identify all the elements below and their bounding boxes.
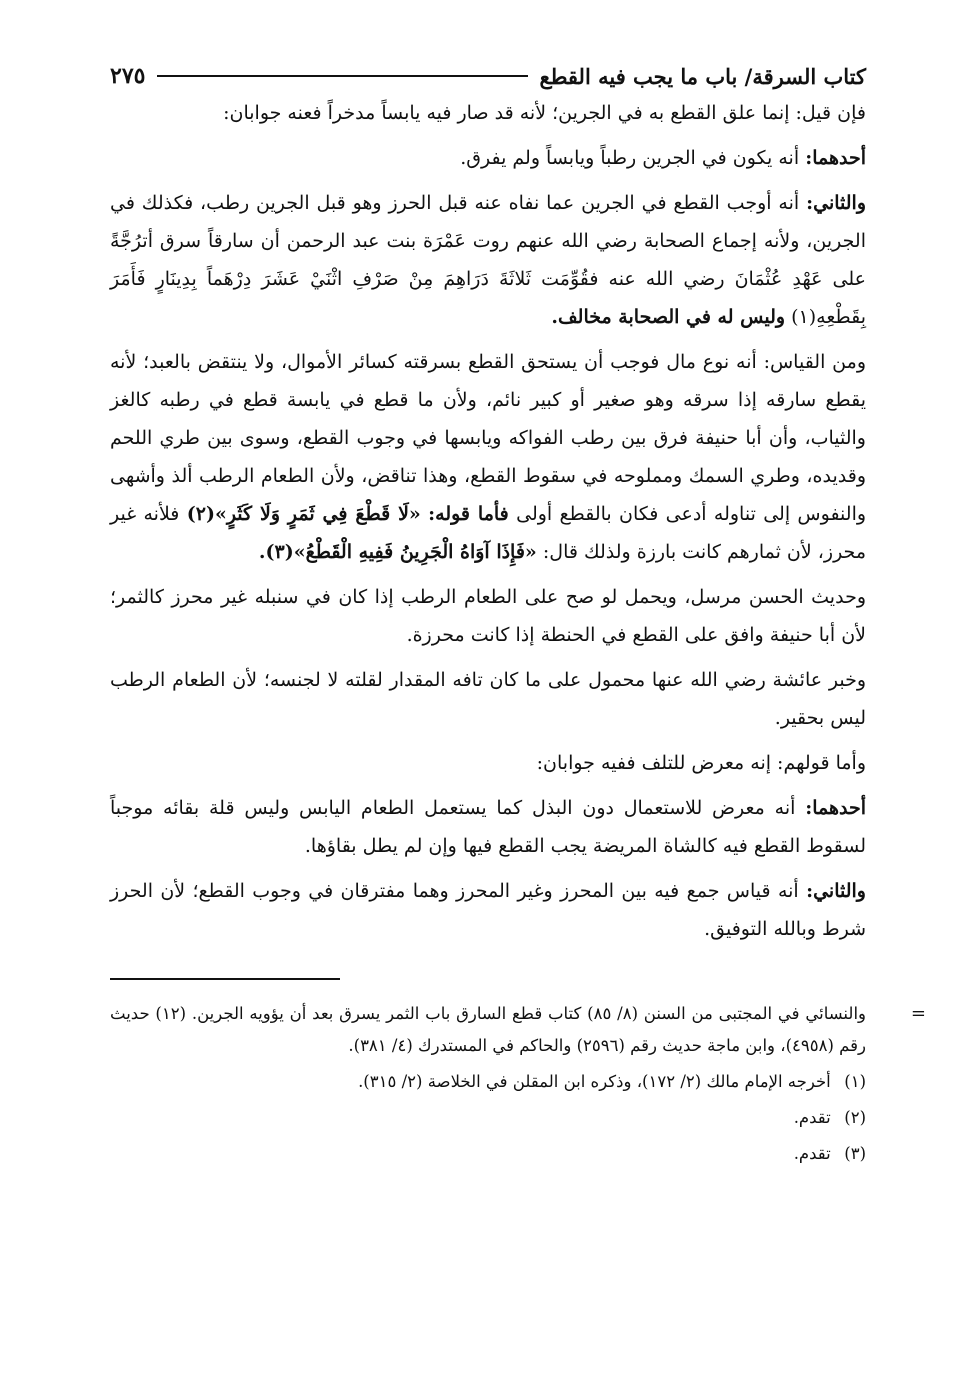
- footnote-number: (١): [844, 1072, 866, 1091]
- footnote-number: (٣): [844, 1144, 866, 1163]
- paragraph-text: أنه يكون في الجرين رطباً ويابساً ولم يفرق.: [460, 147, 800, 169]
- paragraph-first-reply: [110, 789, 866, 865]
- footnote-text: أخرجه الإمام مالك (٢/ ١٧٢)، وذكره ابن المقلن في الخلاصة (٢/ ٣١٥).: [358, 1072, 831, 1091]
- footnote-separator: [110, 978, 340, 980]
- paragraph-text: فلأنه غير محرز، لأن ثمارهم كانت بارزة ولذلك قال:: [110, 503, 866, 563]
- footnote-text: والنسائي في المجتبى من السنن (٨/ ٨٥) كتاب قطع السارق باب الثمر يسرق بعد أن يؤويه الجرين. (١٢) حديث رقم (٤٩٥٨)، وابن ماجة حديث رقم (٢٥٩٦) والحاكم في المستدرك (٤/ ٣٨١).: [110, 1004, 866, 1055]
- header-rule: [157, 75, 527, 77]
- paragraph-tail: وليس له في الصحابة مخالف.: [551, 306, 786, 328]
- paragraph-text: وحديث الحسن مرسل، ويحمل لو صح على الطعام الرطب إذا كان في سنبله غير محرز كالثمر؛ لأن أبا حنيفة وافق على القطع في الحنطة إذا كانت محرزة.: [110, 586, 866, 646]
- paragraph-first-answer: [110, 139, 866, 177]
- paragraph-analogy: [110, 343, 866, 571]
- footnote-text: تقدم.: [793, 1108, 831, 1127]
- footnote-number: (٢): [844, 1108, 866, 1127]
- paragraph-text: أنه قياس جمع فيه بين المحرز وغير المحرز وهما مفترقان في وجوب القطع؛ لأن الحرز شرط وبالله التوفيق.: [110, 880, 866, 940]
- paragraph-second-reply: [110, 872, 866, 948]
- footnote-text: تقدم.: [793, 1144, 831, 1163]
- page-number: ٢٧٥: [110, 63, 146, 89]
- paragraph-objection: [110, 94, 866, 132]
- paragraph-text: وأما قولهم: إنه معرض للتلف ففيه جوابان:: [536, 752, 866, 774]
- hadith-quote: «لَا قَطْعَ فِي ثَمَرٍ وَلَا كَثَرٍ»(٢): [186, 503, 421, 525]
- footnote-2: [110, 1102, 866, 1134]
- footnote-continuation: [110, 998, 926, 1062]
- continuation-mark: =: [910, 1003, 926, 1024]
- paragraph-text: أنه أوجب القطع في الجرين عما نفاه عنه قبل الحرز وهو قبل الجرين رطب، فكذلك في الجرين، ولأنه إجماع الصحابة رضي الله عنهم روت عَمْرَة بنت عبد الرحمن أن سارقاً سرق أترُجَّةً على عَهْدِ عُثْمَانَ رضي الله عنه فقُوِّمَت ثَلاثَةَ دَرَاهِمَ مِنْ صَرْفِ اثْنَيْ عَشَرَ دِرْهَماً بِدِينَارٍ فَأَمَرَ بِقَطْعِهِ(١): [110, 192, 866, 328]
- footnotes: [110, 998, 926, 1170]
- paragraph-lead: فأما قوله:: [428, 503, 509, 525]
- paragraph-text: أنه معرض للاستعمال دون البذل كما يستعمل الطعام اليابس وليس قلة بقائه موجباً لسقوط القطع فيه كالشاة المريضة يجب القطع فيها وإن لم يطل بقاؤها.: [110, 797, 866, 857]
- paragraph-lead: أحدهما:: [805, 147, 866, 169]
- paragraph-lead: والثاني:: [806, 192, 866, 214]
- paragraph-second-answer: [110, 184, 866, 336]
- main-text: [110, 94, 866, 948]
- paragraph-text: ومن القياس: أنه نوع مال فوجب أن يستحق القطع بسرقته كسائر الأموال، ولا ينتقض بالعبد؛ لأنه يقطع سارقه إذا سرقه وهو صغير أو كبير نائم، ولأن ما قطع في يابسة قطع في رطبه كالغز والثياب، وأن أبا حنيفة فرق بين رطب الفواكه ويابسها في وجوب القطع، وسوى بين طري اللحم وقديده، وطري السمك ومملوحه في سقوط القطع، وهذا تناقض، ولأن الطعام الرطب ألذ وأشهى والنفوس إلى تناوله أدعى فكان بالقطع أولى: [110, 351, 867, 525]
- footnote-3: [110, 1138, 866, 1170]
- paragraph-hasan: [110, 578, 866, 654]
- paragraph-text: وخبر عائشة رضي الله عنها محمول على ما كان تافه المقدار لقلته لا لجنسه؛ لأن الطعام الرطب ليس بحقير.: [110, 669, 866, 729]
- paragraph-lead: أحدهما:: [805, 797, 866, 819]
- paragraph-lead: والثاني:: [806, 880, 866, 902]
- footnote-1: [110, 1066, 866, 1098]
- paragraph-perishable: [110, 744, 866, 782]
- paragraph-aisha: [110, 661, 866, 737]
- header-title: كتاب السرقة/ باب ما يجب فيه القطع: [539, 63, 866, 89]
- hadith-quote: «فَإِذَا آوَاهُ الْجَرِينُ فَفِيهِ الْقَطْعُ»(٣).: [258, 541, 537, 563]
- paragraph-text: فإن قيل: إنما علق القطع به في الجرين؛ لأنه قد صار فيه يابساً مدخراً فعنه جوابان:: [223, 102, 866, 124]
- running-header: [110, 58, 866, 94]
